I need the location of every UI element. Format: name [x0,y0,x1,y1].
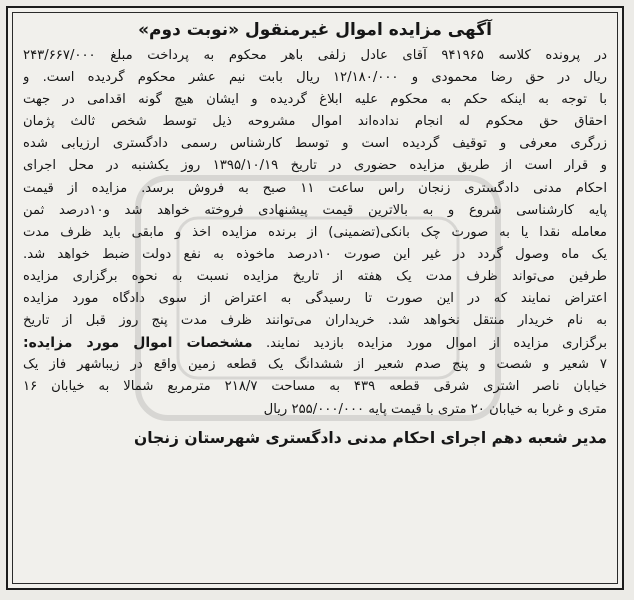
notice-line: معامله نقدا یا به صورت چک بانکی(تضمینی) از برنده مزایده اخذ و مابقی باید ظرف مدت [23,224,607,240]
notice-line: به نام خریدار منتقل نخواهد شد. خریداران می‌توانند ظرف مدت پنج روز قبل از تاریخ [23,313,607,329]
visit-sentence: برگزاری مزایده از اموال مورد مزایده بازدید نمایند. [265,336,607,352]
notice-title: آگهی مزایده اموال غیرمنقول «نوبت دوم» [138,20,492,40]
property-line: خیابان ناصر اشتری شرقی قطعه ۴۳۹ به مساحت ۲۱۸/۷ مترمربع شمالا به خیابان ۱۶ [23,379,607,395]
notice-body [12,12,618,584]
notice-signature: مدیر شعبه دهم اجرای احکام مدنی دادگستری شهرستان زنجان [133,428,607,447]
notice-line-mixed [23,332,607,354]
notice-line: اعتراض نمایند که در این صورت تا رسیدگی به اعتراض از سوی دادگاه مورد مزایده [23,291,607,307]
notice-line: طرفین می‌تواند ظرف مدت یک هفته از تاریخ مزایده نسبت به نحوه برگزاری مزایده [23,268,607,284]
property-specs-heading: مشخصات اموال مورد مزایده: [23,335,253,352]
notice-line: پایه کارشناسی شروع و به بالاترین قیمت پیشنهادی فروخته خواهد شد و۱۰درصد ثمن [23,202,607,218]
notice-line: یک ماه وصول گردد در غیر این صورت ۱۰درصد ماخوذه به نفع دولت ضبط خواهد شد. [23,246,607,262]
notice-line: ریال در حق رضا محمودی و ۱۲/۱۸۰/۰۰۰ ریال بابت نیم عشر محکوم گردیده است. و [23,70,607,86]
notice-frame [6,6,624,590]
property-line: متری و غربا به خیابان ۲۰ متری با قیمت پایه ۲۵۵/۰۰۰/۰۰۰ ریال [263,401,607,417]
notice-line: احقاق حق محکوم له انجام نداده‌اند اموال مشروحه ذیل توسط شخص ثالث پژمان [23,114,607,130]
notice-line: زرگری معرفی و توقیف گردیده است و توسط کارشناس رسمی دادگستری ارزیابی شده [23,136,607,152]
notice-line: احکام مدنی دادگستری زنجان راس ساعت ۱۱ صبح به فروش برسد. مزایده از قیمت [23,180,607,196]
notice-line: با توجه به اینکه حکم به محکوم علیه ابلاغ گردیده و ایشان هیچ گونه اقدامی در جهت [23,92,607,108]
notice-line: و قرار است از طریق مزایده حضوری در تاریخ ۱۳۹۵/۱۰/۱۹ روز یکشنبه در محل اجرای [23,158,607,174]
property-line: ۷ شعیر و شصت و پنج صدم شعیر از ششدانگ یک قطعه زمین واقع در زیباشهر فاز یک [23,357,607,373]
notice-line: در پرونده کلاسه ۹۴۱۹۶۵ آقای عادل زلفی باهر محکوم به پرداخت مبلغ ۲۴۳/۶۶۷/۰۰۰ [23,48,607,63]
